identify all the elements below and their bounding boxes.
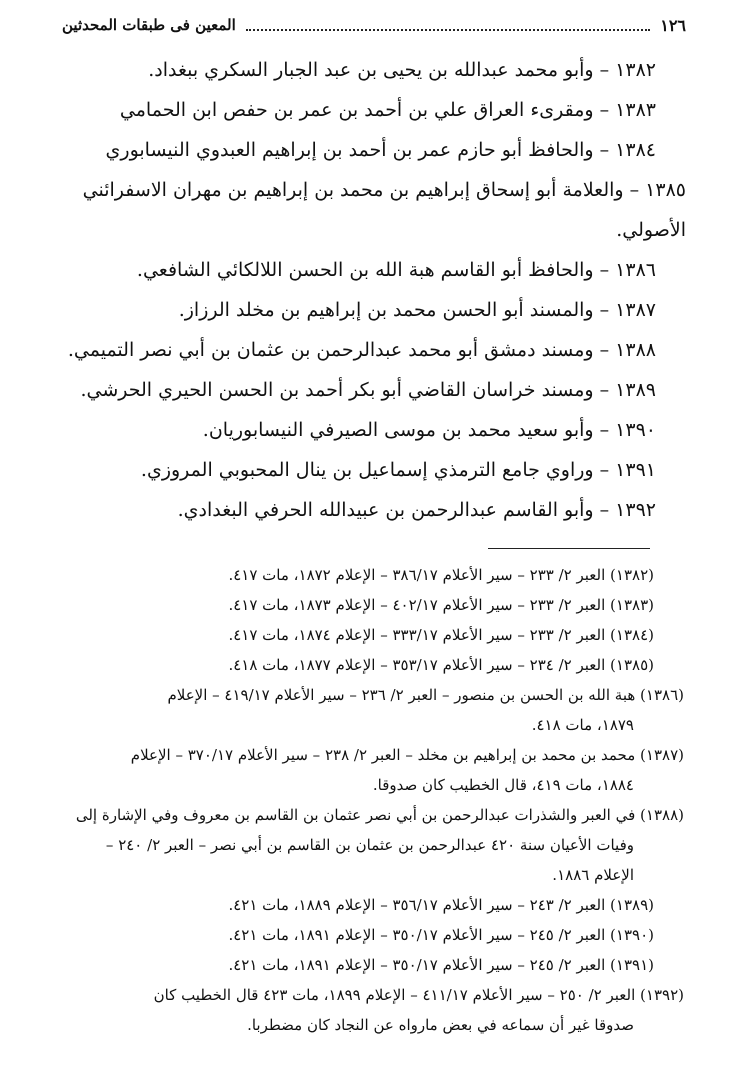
entry-1385-continuation: الأصولي. <box>616 219 686 241</box>
entry-1392: ١٣٩٢ – وأبو القاسم عبدالرحمن بن عبيدالله الحرفي البغدادي. <box>177 499 656 521</box>
footnote-1382: (١٣٨٢) العبر ٢/ ٢٣٣ – سير الأعلام ٣٨٦/١٧ – الإعلام ١٨٧٢، مات ٤١٧. <box>228 566 654 584</box>
entry-1388: ١٣٨٨ – ومسند دمشق أبو محمد عبدالرحمن بن عثمان بن أبي نصر التميمي. <box>67 339 656 361</box>
footnote-1383: (١٣٨٣) العبر ٢/ ٢٣٣ – سير الأعلام ٤٠٢/١٧ – الإعلام ١٨٧٣، مات ٤١٧. <box>228 596 654 614</box>
footnote-1389: (١٣٨٩) العبر ٢/ ٢٤٣ – سير الأعلام ٣٥٦/١٧ – الإعلام ١٨٨٩، مات ٤٢١. <box>228 896 654 914</box>
footnote-1386-continuation: ١٨٧٩، مات ٤١٨. <box>531 716 634 734</box>
footnote-1388-continuation: وفيات الأعيان سنة ٤٢٠ عبدالرحمن بن عثمان بن القاسم بن أبي نصر – العبر ٢/ ٢٤٠ – <box>105 836 634 854</box>
footnote-1387: (١٣٨٧) محمد بن محمد بن إبراهيم بن مخلد – العبر ٢/ ٢٣٨ – سير الأعلام ٣٧٠/١٧ – الإعلام <box>130 746 684 764</box>
entry-1389: ١٣٨٩ – ومسند خراسان القاضي أبو بكر أحمد بن الحسن الحيري الحرشي. <box>80 379 656 401</box>
page-number: ١٢٦ <box>660 15 686 35</box>
entry-1382: ١٣٨٢ – وأبو محمد عبدالله بن يحيى بن عبد الجبار السكري ببغداد. <box>148 59 656 81</box>
entry-1386: ١٣٨٦ – والحافظ أبو القاسم هبة الله بن الحسن اللالكائي الشافعي. <box>136 259 656 281</box>
footnote-1387-continuation: ١٨٨٤، مات ٤١٩، قال الخطيب كان صدوقا. <box>372 776 634 794</box>
footnote-1392-continuation: صدوقا غير أن سماعه في بعض مارواه عن النجاد كان مضطربا. <box>247 1016 634 1034</box>
footnotes <box>60 560 684 1040</box>
footnote-1392: (١٣٩٢) العبر ٢/ ٢٥٠ – سير الأعلام ٤١١/١٧ – الإعلام ١٨٩٩، مات ٤٢٣ قال الخطيب كان <box>153 986 684 1004</box>
footnote-1388: (١٣٨٨) في العبر والشذرات عبدالرحمن بن أبي نصر عثمان بن القاسم بن معروف وفي الإشارة إلى <box>75 806 684 824</box>
footnote-1390: (١٣٩٠) العبر ٢/ ٢٤٥ – سير الأعلام ٣٥٠/١٧ – الإعلام ١٨٩١، مات ٤٢١. <box>228 926 654 944</box>
footnote-1391: (١٣٩١) العبر ٢/ ٢٤٥ – سير الأعلام ٣٥٠/١٧ – الإعلام ١٨٩١، مات ٤٢١. <box>228 956 654 974</box>
footnote-separator <box>488 548 650 549</box>
footnote-1385: (١٣٨٥) العبر ٢/ ٢٣٤ – سير الأعلام ٣٥٣/١٧ – الإعلام ١٨٧٧، مات ٤١٨. <box>228 656 654 674</box>
entry-1384: ١٣٨٤ – والحافظ أبو حازم عمر بن أحمد بن إبراهيم العبدوي النيسابوري <box>105 139 656 161</box>
footnote-1384: (١٣٨٤) العبر ٢/ ٢٣٣ – سير الأعلام ٣٣٣/١٧ – الإعلام ١٨٧٤، مات ٤١٧. <box>228 626 654 644</box>
running-header <box>62 14 686 36</box>
entry-1387: ١٣٨٧ – والمسند أبو الحسن محمد بن إبراهيم بن مخلد الرزاز. <box>178 299 656 321</box>
entry-1383: ١٣٨٣ – ومقرىء العراق علي بن أحمد بن عمر بن حفص ابن الحمامي <box>119 99 656 121</box>
entry-list <box>67 50 686 530</box>
footnote-1388-continuation-2: الإعلام ١٨٨٦. <box>552 866 634 884</box>
entry-1391: ١٣٩١ – وراوي جامع الترمذي إسماعيل بن ينال المحبوبي المروزي. <box>140 459 656 481</box>
running-title: المعين فى طبقات المحدثين <box>62 16 236 34</box>
header-dot-leader <box>246 19 650 31</box>
entry-1390: ١٣٩٠ – وأبو سعيد محمد بن موسى الصيرفي النيسابوريان. <box>202 419 656 441</box>
entry-1385: ١٣٨٥ – والعلامة أبو إسحاق إبراهيم بن محمد بن إبراهيم بن مهران الاسفرائني <box>82 179 686 201</box>
footnote-1386: (١٣٨٦) هبة الله بن الحسن بن منصور – العبر ٢/ ٢٣٦ – سير الأعلام ٤١٩/١٧ – الإعلام <box>167 686 684 704</box>
